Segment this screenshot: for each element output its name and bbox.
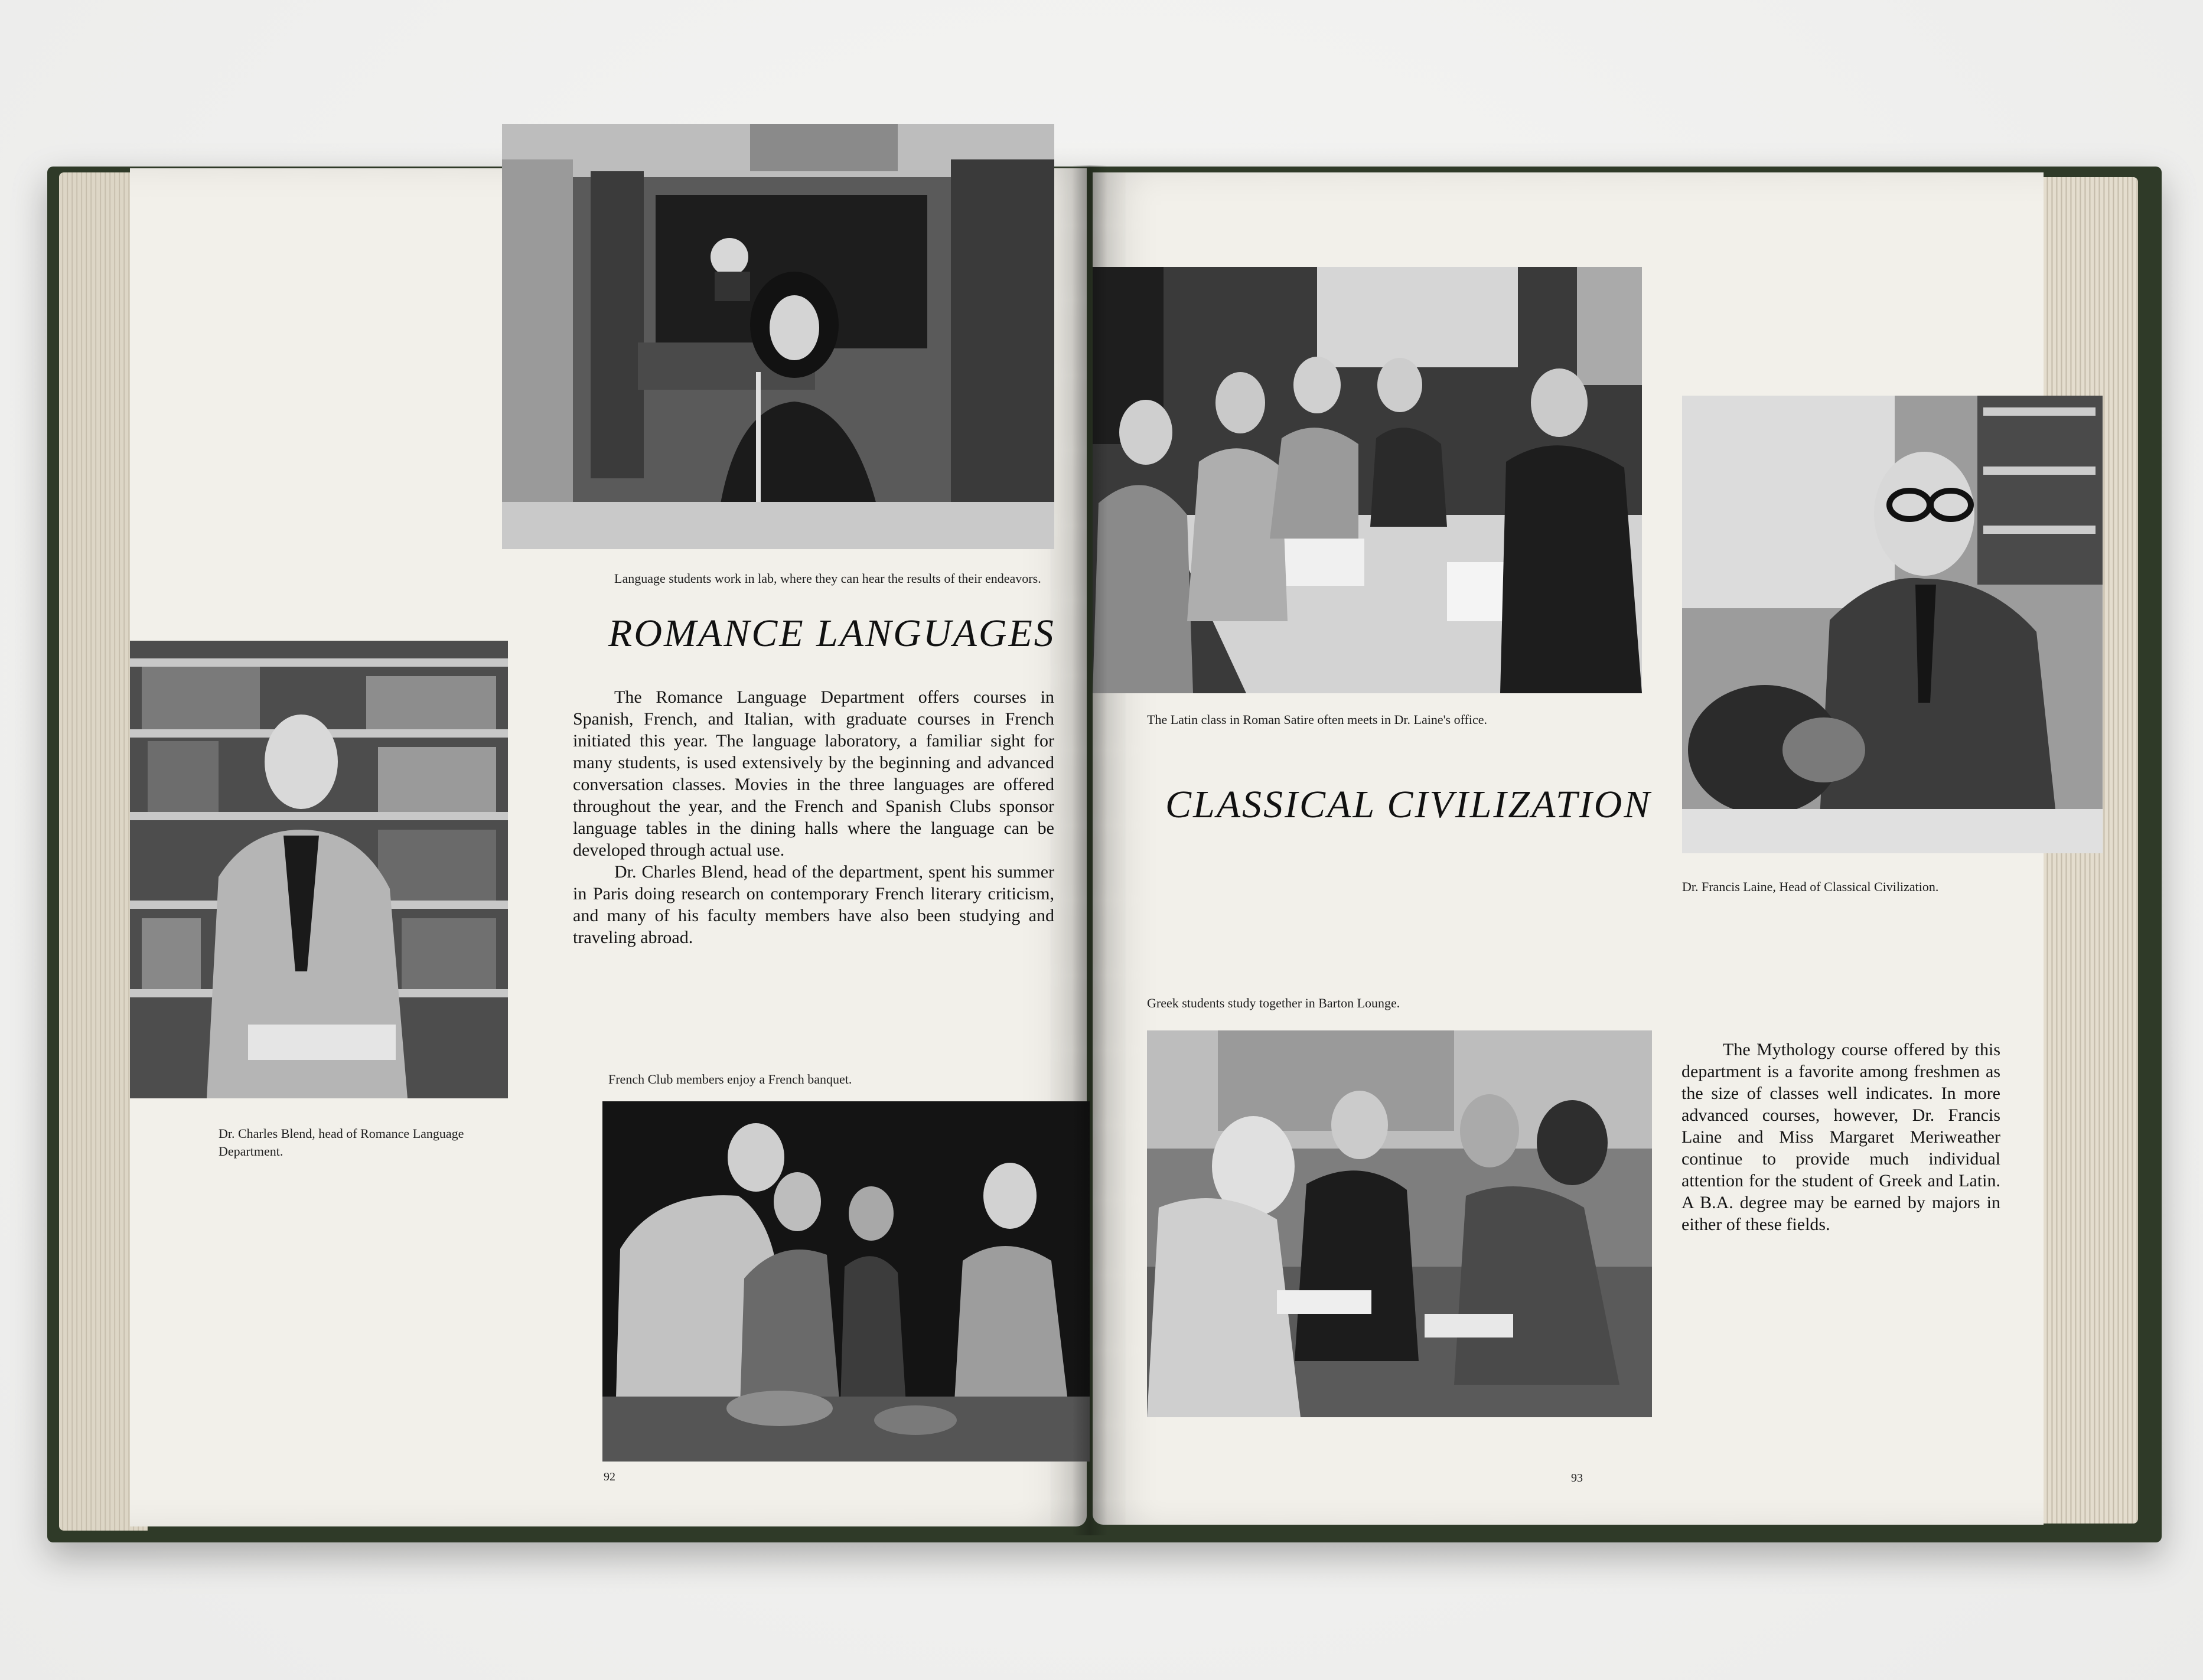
francis-laine-caption: Dr. Francis Laine, Head of Classical Civilization. [1682,879,1939,894]
book-gutter [1072,165,1107,1535]
latin-class-caption: The Latin class in Roman Satire often meets in Dr. Laine's office. [1147,712,1488,727]
charles-blend-caption: Dr. Charles Blend, head of Romance Language Department. [219,1126,464,1159]
french-banquet-caption: French Club members enjoy a French banquet. [608,1072,852,1087]
francis-laine-portrait [1682,396,2103,853]
language-lab-caption: Language students work in lab, where they can hear the results of their endeavors. [614,571,1041,586]
greek-students-caption: Greek students study together in Barton Lounge. [1147,996,1400,1010]
classical-civilization-heading: CLASSICAL CIVILIZATION [1165,783,1652,826]
greek-students-photo [1147,1030,1652,1417]
french-banquet-photo [602,1101,1090,1462]
classical-body-paragraph: The Mythology course offered by this department is a favorite among freshmen as the size of classes well indicates. In more advanced courses, however, Dr. Francis Laine and Miss Margaret Meriweather continue to provide much individual attention for the student of Greek and Latin. A B.A. degree may be earned by majors in either of these fields. [1681,1040,2000,1234]
classical-civilization-body [1681,1039,2000,1235]
romance-body-paragraph-2: Dr. Charles Blend, head of the department, spent his summer in Paris doing research on contemporary French literary criticism, and many of his faculty members have also been studying and traveling abroad. [573,862,1054,947]
charles-blend-portrait [130,641,508,1098]
right-page [1093,172,2044,1525]
left-page-number: 92 [604,1470,615,1483]
left-page [130,168,1087,1526]
right-page-number: 93 [1571,1472,1583,1485]
latin-class-photo [1093,267,1642,693]
romance-languages-body [573,686,1054,948]
language-lab-photo [502,124,1054,549]
romance-body-paragraph-1: The Romance Language Department offers courses in Spanish, French, and Italian, with graduate courses in French initiated this year. The language laboratory, a familiar sight for many students, is used extensively by the beginning and advanced conversation classes. Movies in the three languages are offered throughout the year, and the French and Spanish Clubs sponsor language tables in the dining halls where the language can be developed through actual use. [573,687,1054,860]
romance-languages-heading: ROMANCE LANGUAGES [608,612,1055,655]
